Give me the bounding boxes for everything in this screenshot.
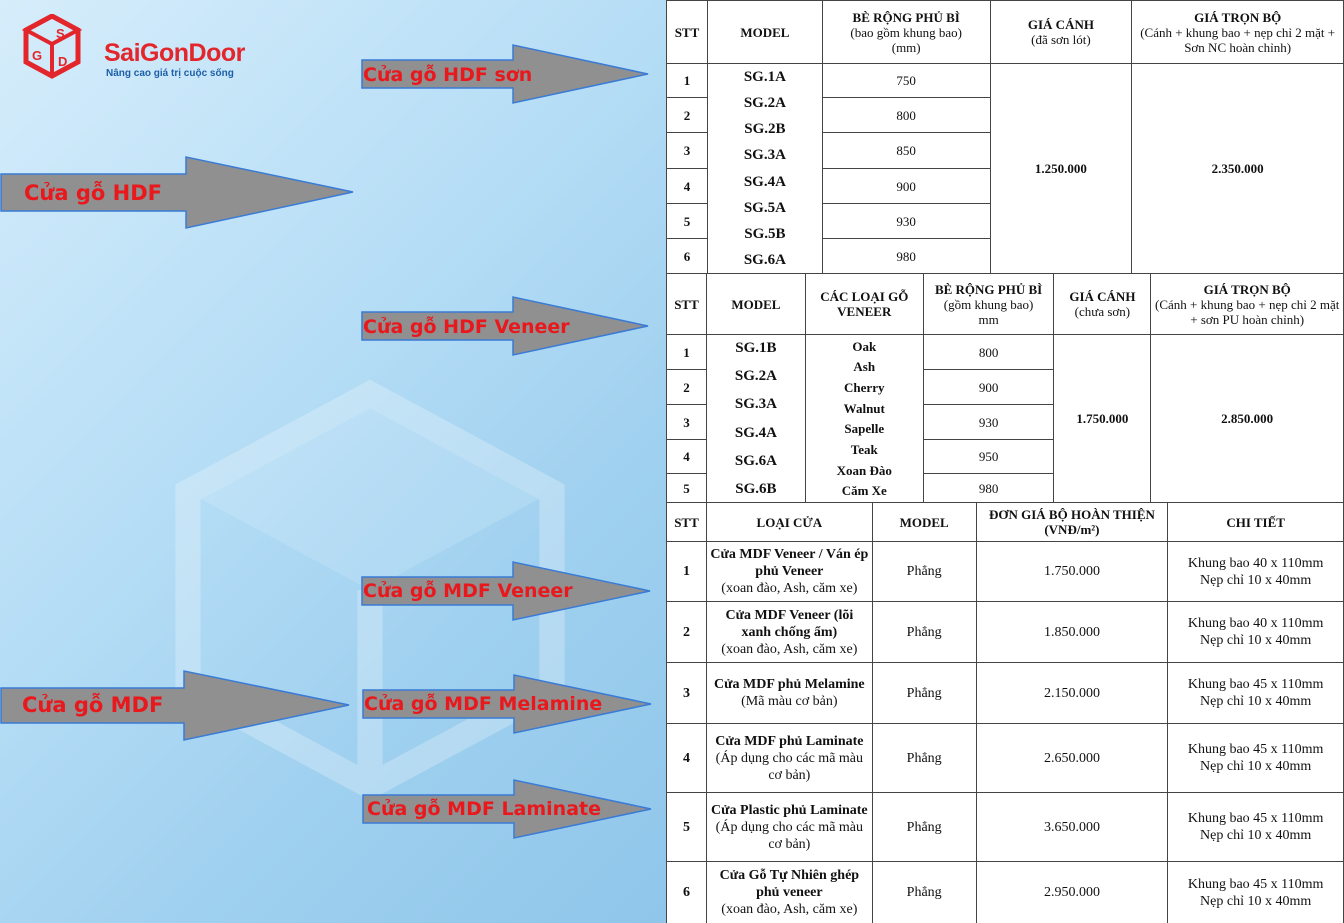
price-tables <box>666 0 1344 923</box>
arrow-label: Cửa gỗ MDF <box>22 693 164 717</box>
arrow-hdf-veneer <box>361 296 651 356</box>
price-cell: 1.750.000 <box>976 542 1168 602</box>
arrow-mdf-veneer <box>361 561 653 621</box>
frame-spec: Khung bao 45 x 110mm <box>1187 677 1324 692</box>
width-cell: 930 <box>923 405 1054 440</box>
table-mdf <box>666 502 1344 923</box>
door-type-cell <box>706 602 872 663</box>
header-door-price-sub: (đã sơn lót) <box>1031 32 1091 47</box>
header-width-sub: (gồm khung bao) <box>943 296 1034 312</box>
arrow-mdf <box>0 670 352 742</box>
detail-cell <box>1168 602 1344 663</box>
header-unit-price-unit: (VNĐ/m²) <box>1044 522 1100 537</box>
arrow-label: Cửa gỗ MDF Veneer <box>363 580 573 602</box>
frame-spec: Khung bao 45 x 110mm <box>1187 742 1324 757</box>
arrow-hdf-son <box>361 44 651 104</box>
trim-spec: Nẹp chỉ 10 x 40mm <box>1200 828 1312 843</box>
width-cell: 980 <box>923 474 1054 503</box>
door-type-name: Cửa Gỗ Tự Nhiên ghép phủ veneer <box>719 868 860 900</box>
header-door-price-title: GIÁ CÁNH <box>1069 289 1136 304</box>
brand-tagline: Nâng cao giá trị cuộc sống <box>106 68 234 79</box>
trim-spec: Nẹp chỉ 10 x 40mm <box>1200 893 1312 909</box>
table-row <box>667 793 1344 862</box>
door-type-name: Cửa MDF Veneer (lõi xanh chống ẩm) <box>725 607 854 640</box>
door-type-cell <box>706 542 872 602</box>
stt-cell: 3 <box>667 133 708 169</box>
header-model: MODEL <box>706 274 805 335</box>
model-cell: Phẳng <box>872 724 976 793</box>
width-cell: 930 <box>822 204 990 239</box>
stt-cell: 5 <box>667 474 707 503</box>
door-type-note: (xoan đào, Ash, căm xe) <box>721 641 858 657</box>
width-cell: 800 <box>923 335 1054 370</box>
header-door-price-sub: (chưa sơn) <box>1074 304 1131 319</box>
model-code: SG.6B <box>735 481 777 498</box>
brand-logo[interactable] <box>22 14 252 80</box>
header-door-type: LOẠI CỬA <box>706 503 872 542</box>
model-code: SG.2A <box>734 367 777 384</box>
arrow-mdf-laminate <box>362 779 654 839</box>
model-code: SG.5B <box>744 225 786 242</box>
table-hdf-veneer <box>666 273 1344 503</box>
stt-cell: 4 <box>667 724 707 793</box>
door-type-note: (xoan đào, Ash, căm xe) <box>721 902 858 917</box>
price-cell: 2.150.000 <box>976 663 1168 724</box>
wood-type: Oak <box>852 338 877 354</box>
door-type-name: Cửa Plastic phủ Laminate <box>711 802 868 818</box>
width-cell: 750 <box>822 64 990 98</box>
header-width-sub: (bao gồm khung bao) <box>850 24 962 40</box>
stt-cell: 1 <box>667 64 708 98</box>
stt-cell: 5 <box>667 793 707 862</box>
door-type-note: (Mã màu cơ bản) <box>741 694 838 709</box>
wood-type: Teak <box>850 442 878 458</box>
width-cell: 800 <box>822 98 990 133</box>
price-cell: 2.950.000 <box>976 862 1168 923</box>
model-code: SG.5A <box>743 199 786 216</box>
stt-cell: 4 <box>667 169 708 204</box>
model-code: SG.3A <box>743 147 786 164</box>
stt-cell: 6 <box>667 239 708 274</box>
svg-text:D: D <box>58 54 68 69</box>
svg-text:S: S <box>56 26 65 41</box>
header-door-price-title: GIÁ CÁNH <box>1027 17 1094 32</box>
frame-spec: Khung bao 40 x 110mm <box>1187 616 1324 631</box>
door-type-cell <box>706 663 872 724</box>
header-width-unit: (mm) <box>891 39 921 55</box>
header-width <box>923 274 1054 335</box>
header-door-price <box>1054 274 1151 335</box>
detail-cell <box>1168 793 1344 862</box>
header-stt: STT <box>667 1 708 64</box>
price-cell: 3.650.000 <box>976 793 1168 862</box>
model-cell: Phẳng <box>872 542 976 602</box>
table-row <box>667 602 1344 663</box>
stt-cell: 1 <box>667 335 707 370</box>
model-code: SG.1A <box>743 69 786 85</box>
model-code: SG.6A <box>743 251 786 268</box>
model-code: SG.4A <box>743 173 786 190</box>
wood-type: Cherry <box>844 379 885 395</box>
model-cell: Phẳng <box>872 862 976 923</box>
svg-text:G: G <box>32 48 43 63</box>
trim-spec: Nẹp chỉ 10 x 40mm <box>1200 633 1312 648</box>
wood-type: Sapelle <box>844 421 885 437</box>
model-code: SG.3A <box>734 396 777 413</box>
price-cell: 1.850.000 <box>976 602 1168 663</box>
header-width <box>822 1 990 64</box>
model-code: SG.6A <box>734 453 777 470</box>
model-code: SG.2A <box>743 95 786 112</box>
stt-cell: 4 <box>667 440 707 474</box>
arrow-label: Cửa gỗ MDF Laminate <box>367 798 602 820</box>
table-row <box>667 542 1344 602</box>
door-type-note: (Áp dụng cho các mã màu cơ bản) <box>715 750 864 783</box>
model-list-cell <box>706 335 805 503</box>
door-type-cell <box>706 724 872 793</box>
model-cell: Phẳng <box>872 602 976 663</box>
width-cell: 980 <box>822 239 990 274</box>
door-price-cell: 1.250.000 <box>990 64 1132 274</box>
model-code: SG.2B <box>744 121 786 138</box>
header-width-unit: mm <box>978 311 999 327</box>
stt-cell: 3 <box>667 405 707 440</box>
header-unit-price <box>976 503 1168 542</box>
door-type-name: Cửa MDF phủ Laminate <box>715 733 864 749</box>
model-code: SG.1B <box>735 339 777 356</box>
header-width-title: BÈ RỘNG PHỦ BÌ <box>852 9 960 25</box>
header-door-price <box>990 1 1132 64</box>
arrow-mdf-melamine <box>362 674 654 734</box>
arrow-label: Cửa gỗ HDF Veneer <box>363 316 570 338</box>
header-model: MODEL <box>707 1 822 64</box>
left-panel <box>0 0 666 923</box>
stt-cell: 1 <box>667 542 707 602</box>
header-wood-types: CÁC LOẠI GỖ VENEER <box>805 274 923 335</box>
stt-cell: 2 <box>667 98 708 133</box>
set-price-cell: 2.350.000 <box>1132 64 1344 274</box>
width-cell: 850 <box>822 133 990 169</box>
brand-name: SaiGonDoor <box>104 39 245 67</box>
arrow-hdf <box>0 156 356 230</box>
header-set-price-sub: (Cánh + khung bao + nẹp chỉ 2 mặt + sơn PU hoàn chỉnh) <box>1154 296 1340 327</box>
model-list-cell <box>707 64 822 274</box>
detail-cell <box>1168 724 1344 793</box>
table-row <box>667 862 1344 923</box>
header-model: MODEL <box>872 503 976 542</box>
width-cell: 900 <box>822 169 990 204</box>
model-code: SG.4A <box>734 424 777 441</box>
wood-list-cell <box>805 335 923 503</box>
header-set-price-sub: (Cánh + khung bao + nẹp chỉ 2 mặt + Sơn NC hoàn chỉnh) <box>1140 24 1336 55</box>
header-stt: STT <box>667 274 707 335</box>
price-cell: 2.650.000 <box>976 724 1168 793</box>
stt-cell: 2 <box>667 370 707 405</box>
wood-type: Căm Xe <box>841 483 887 499</box>
table-row <box>667 724 1344 793</box>
header-stt: STT <box>667 503 707 542</box>
header-set-price <box>1151 274 1344 335</box>
trim-spec: Nẹp chỉ 10 x 40mm <box>1200 694 1312 709</box>
stt-cell: 6 <box>667 862 707 923</box>
wood-type: Ash <box>853 359 876 375</box>
stt-cell: 2 <box>667 602 707 663</box>
table-hdf-son <box>666 0 1344 274</box>
table-row <box>667 663 1344 724</box>
header-set-price-title: GIÁ TRỌN BỘ <box>1194 9 1282 25</box>
header-unit-price-title: ĐƠN GIÁ BỘ HOÀN THIỆN <box>988 507 1155 522</box>
trim-spec: Nẹp chỉ 10 x 40mm <box>1200 572 1312 588</box>
header-set-price <box>1132 1 1344 64</box>
door-type-cell <box>706 793 872 862</box>
model-cell: Phẳng <box>872 793 976 862</box>
wood-type: Walnut <box>843 400 885 416</box>
header-detail: CHI TIẾT <box>1168 503 1344 542</box>
detail-cell <box>1168 862 1344 923</box>
frame-spec: Khung bao 45 x 110mm <box>1187 876 1324 892</box>
detail-cell <box>1168 542 1344 602</box>
width-cell: 950 <box>923 440 1054 474</box>
door-type-cell <box>706 862 872 923</box>
header-set-price-title: GIÁ TRỌN BỘ <box>1203 281 1291 297</box>
set-price-cell: 2.850.000 <box>1151 335 1344 503</box>
door-type-name: Cửa MDF phủ Melamine <box>714 677 865 692</box>
width-cell: 900 <box>923 370 1054 405</box>
arrow-label: Cửa gỗ MDF Melamine <box>364 693 603 715</box>
door-type-note: (Áp dụng cho các mã màu cơ bản) <box>715 819 864 852</box>
logo-cube-icon <box>22 14 82 80</box>
door-type-name: Cửa MDF Veneer / Ván ép phủ Veneer <box>710 547 869 579</box>
stt-cell: 3 <box>667 663 707 724</box>
frame-spec: Khung bao 40 x 110mm <box>1187 555 1324 571</box>
trim-spec: Nẹp chỉ 10 x 40mm <box>1200 759 1312 774</box>
door-type-note: (xoan đào, Ash, căm xe) <box>721 581 858 596</box>
model-cell: Phẳng <box>872 663 976 724</box>
detail-cell <box>1168 663 1344 724</box>
door-price-cell: 1.750.000 <box>1054 335 1151 503</box>
stt-cell: 5 <box>667 204 708 239</box>
header-width-title: BÈ RỘNG PHỦ BÌ <box>934 281 1043 297</box>
wood-type: Xoan Đào <box>836 462 892 478</box>
arrow-label: Cửa gỗ HDF <box>24 181 162 205</box>
arrow-label: Cửa gỗ HDF sơn <box>363 64 533 86</box>
frame-spec: Khung bao 45 x 110mm <box>1187 811 1324 826</box>
